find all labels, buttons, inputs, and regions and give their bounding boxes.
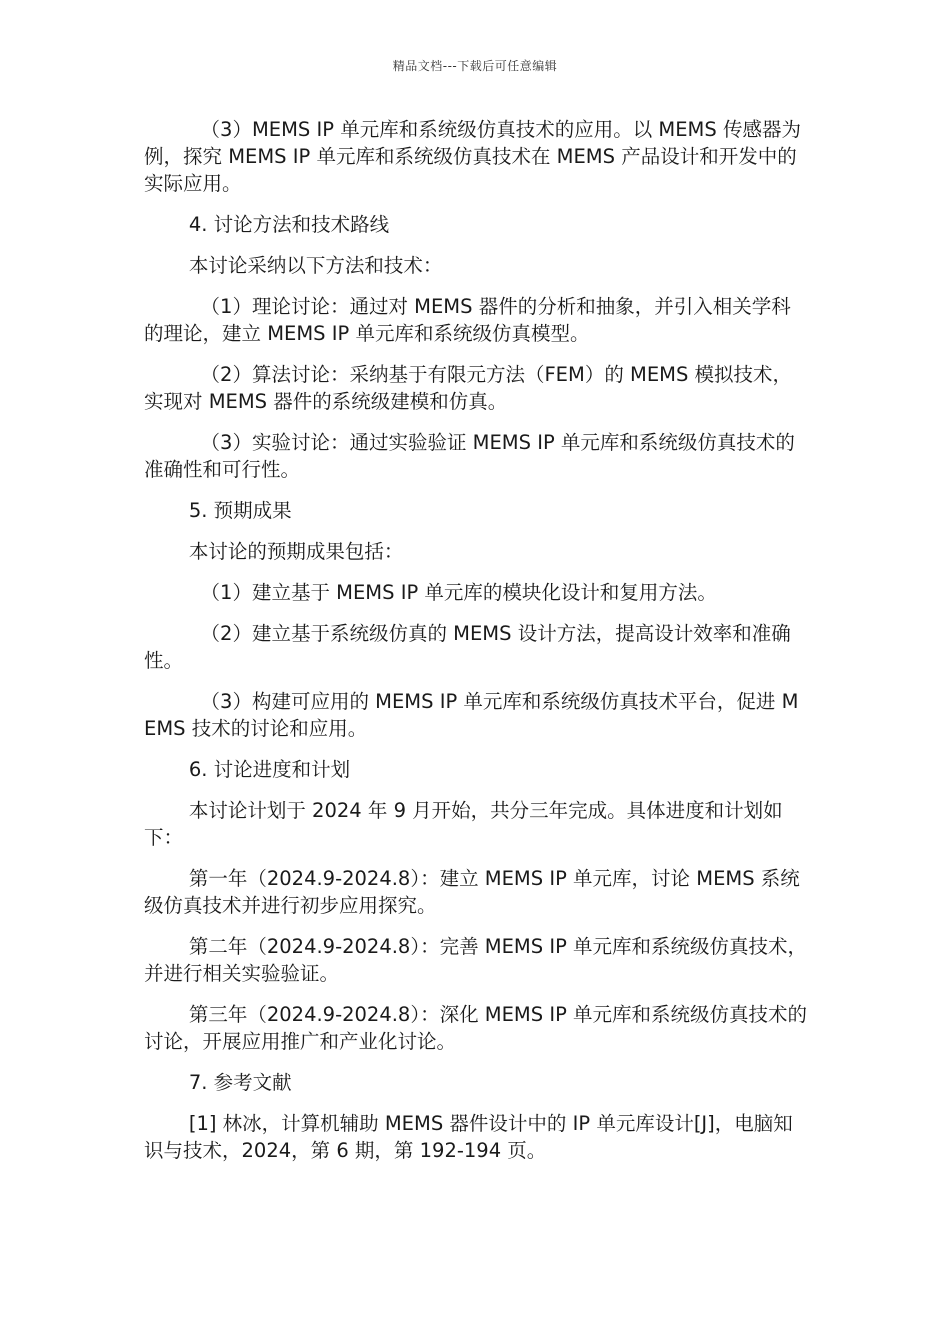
page-header: 精品文档---下载后可任意编辑 bbox=[392, 59, 558, 73]
reference-item: [1] 林冰，计算机辅助 MEMS 器件设计中的 IP 单元库设计[J]，电脑知识与技术，2024，第 6 期，第 192-194 页。 bbox=[144, 1112, 793, 1162]
list-item: （1）建立基于 MEMS IP 单元库的模块化设计和复用方法。 bbox=[200, 581, 717, 604]
section-heading: 4. 讨论方法和技术路线 bbox=[188, 213, 390, 236]
list-item: （3）构建可应用的 MEMS IP 单元库和系统级仿真技术平台，促进 MEMS 技术的讨论和应用。 bbox=[144, 690, 799, 740]
paragraph: 本讨论采纳以下方法和技术： bbox=[188, 254, 443, 277]
paragraph: 本讨论的预期成果包括： bbox=[188, 540, 404, 563]
list-item: （2）算法讨论：采纳基于有限元方法（FEM）的 MEMS 模拟技术，实现对 MEMS 器件的系统级建模和仿真。 bbox=[144, 363, 793, 413]
document-body bbox=[144, 116, 808, 1178]
section-heading: 5. 预期成果 bbox=[188, 499, 292, 522]
paragraph: 本讨论计划于 2024 年 9 月开始，共分三年完成。具体进度和计划如下： bbox=[144, 799, 783, 849]
list-item: （2）建立基于系统级仿真的 MEMS 设计方法，提高设计效率和准确性。 bbox=[144, 622, 791, 672]
schedule-item: 第三年（2024.9-2024.8）：深化 MEMS IP 单元库和系统级仿真技术的讨论，开展应用推广和产业化讨论。 bbox=[144, 1003, 808, 1053]
paragraph: （3）MEMS IP 单元库和系统级仿真技术的应用。以 MEMS 传感器为例，探究 MEMS IP 单元库和系统级仿真技术在 MEMS 产品设计和开发中的实际应用。 bbox=[144, 118, 801, 195]
list-item: （3）实验讨论：通过实验验证 MEMS IP 单元库和系统级仿真技术的准确性和可行性。 bbox=[144, 431, 795, 481]
schedule-item: 第二年（2024.9-2024.8）：完善 MEMS IP 单元库和系统级仿真技术，并进行相关实验验证。 bbox=[144, 935, 808, 985]
schedule-item: 第一年（2024.9-2024.8）：建立 MEMS IP 单元库，讨论 MEMS 系统级仿真技术并进行初步应用探究。 bbox=[144, 867, 800, 917]
section-heading: 6. 讨论进度和计划 bbox=[188, 758, 351, 781]
section-heading: 7. 参考文献 bbox=[188, 1071, 292, 1094]
list-item: （1）理论讨论：通过对 MEMS 器件的分析和抽象，并引入相关学科的理论，建立 MEMS IP 单元库和系统级仿真模型。 bbox=[144, 295, 791, 345]
